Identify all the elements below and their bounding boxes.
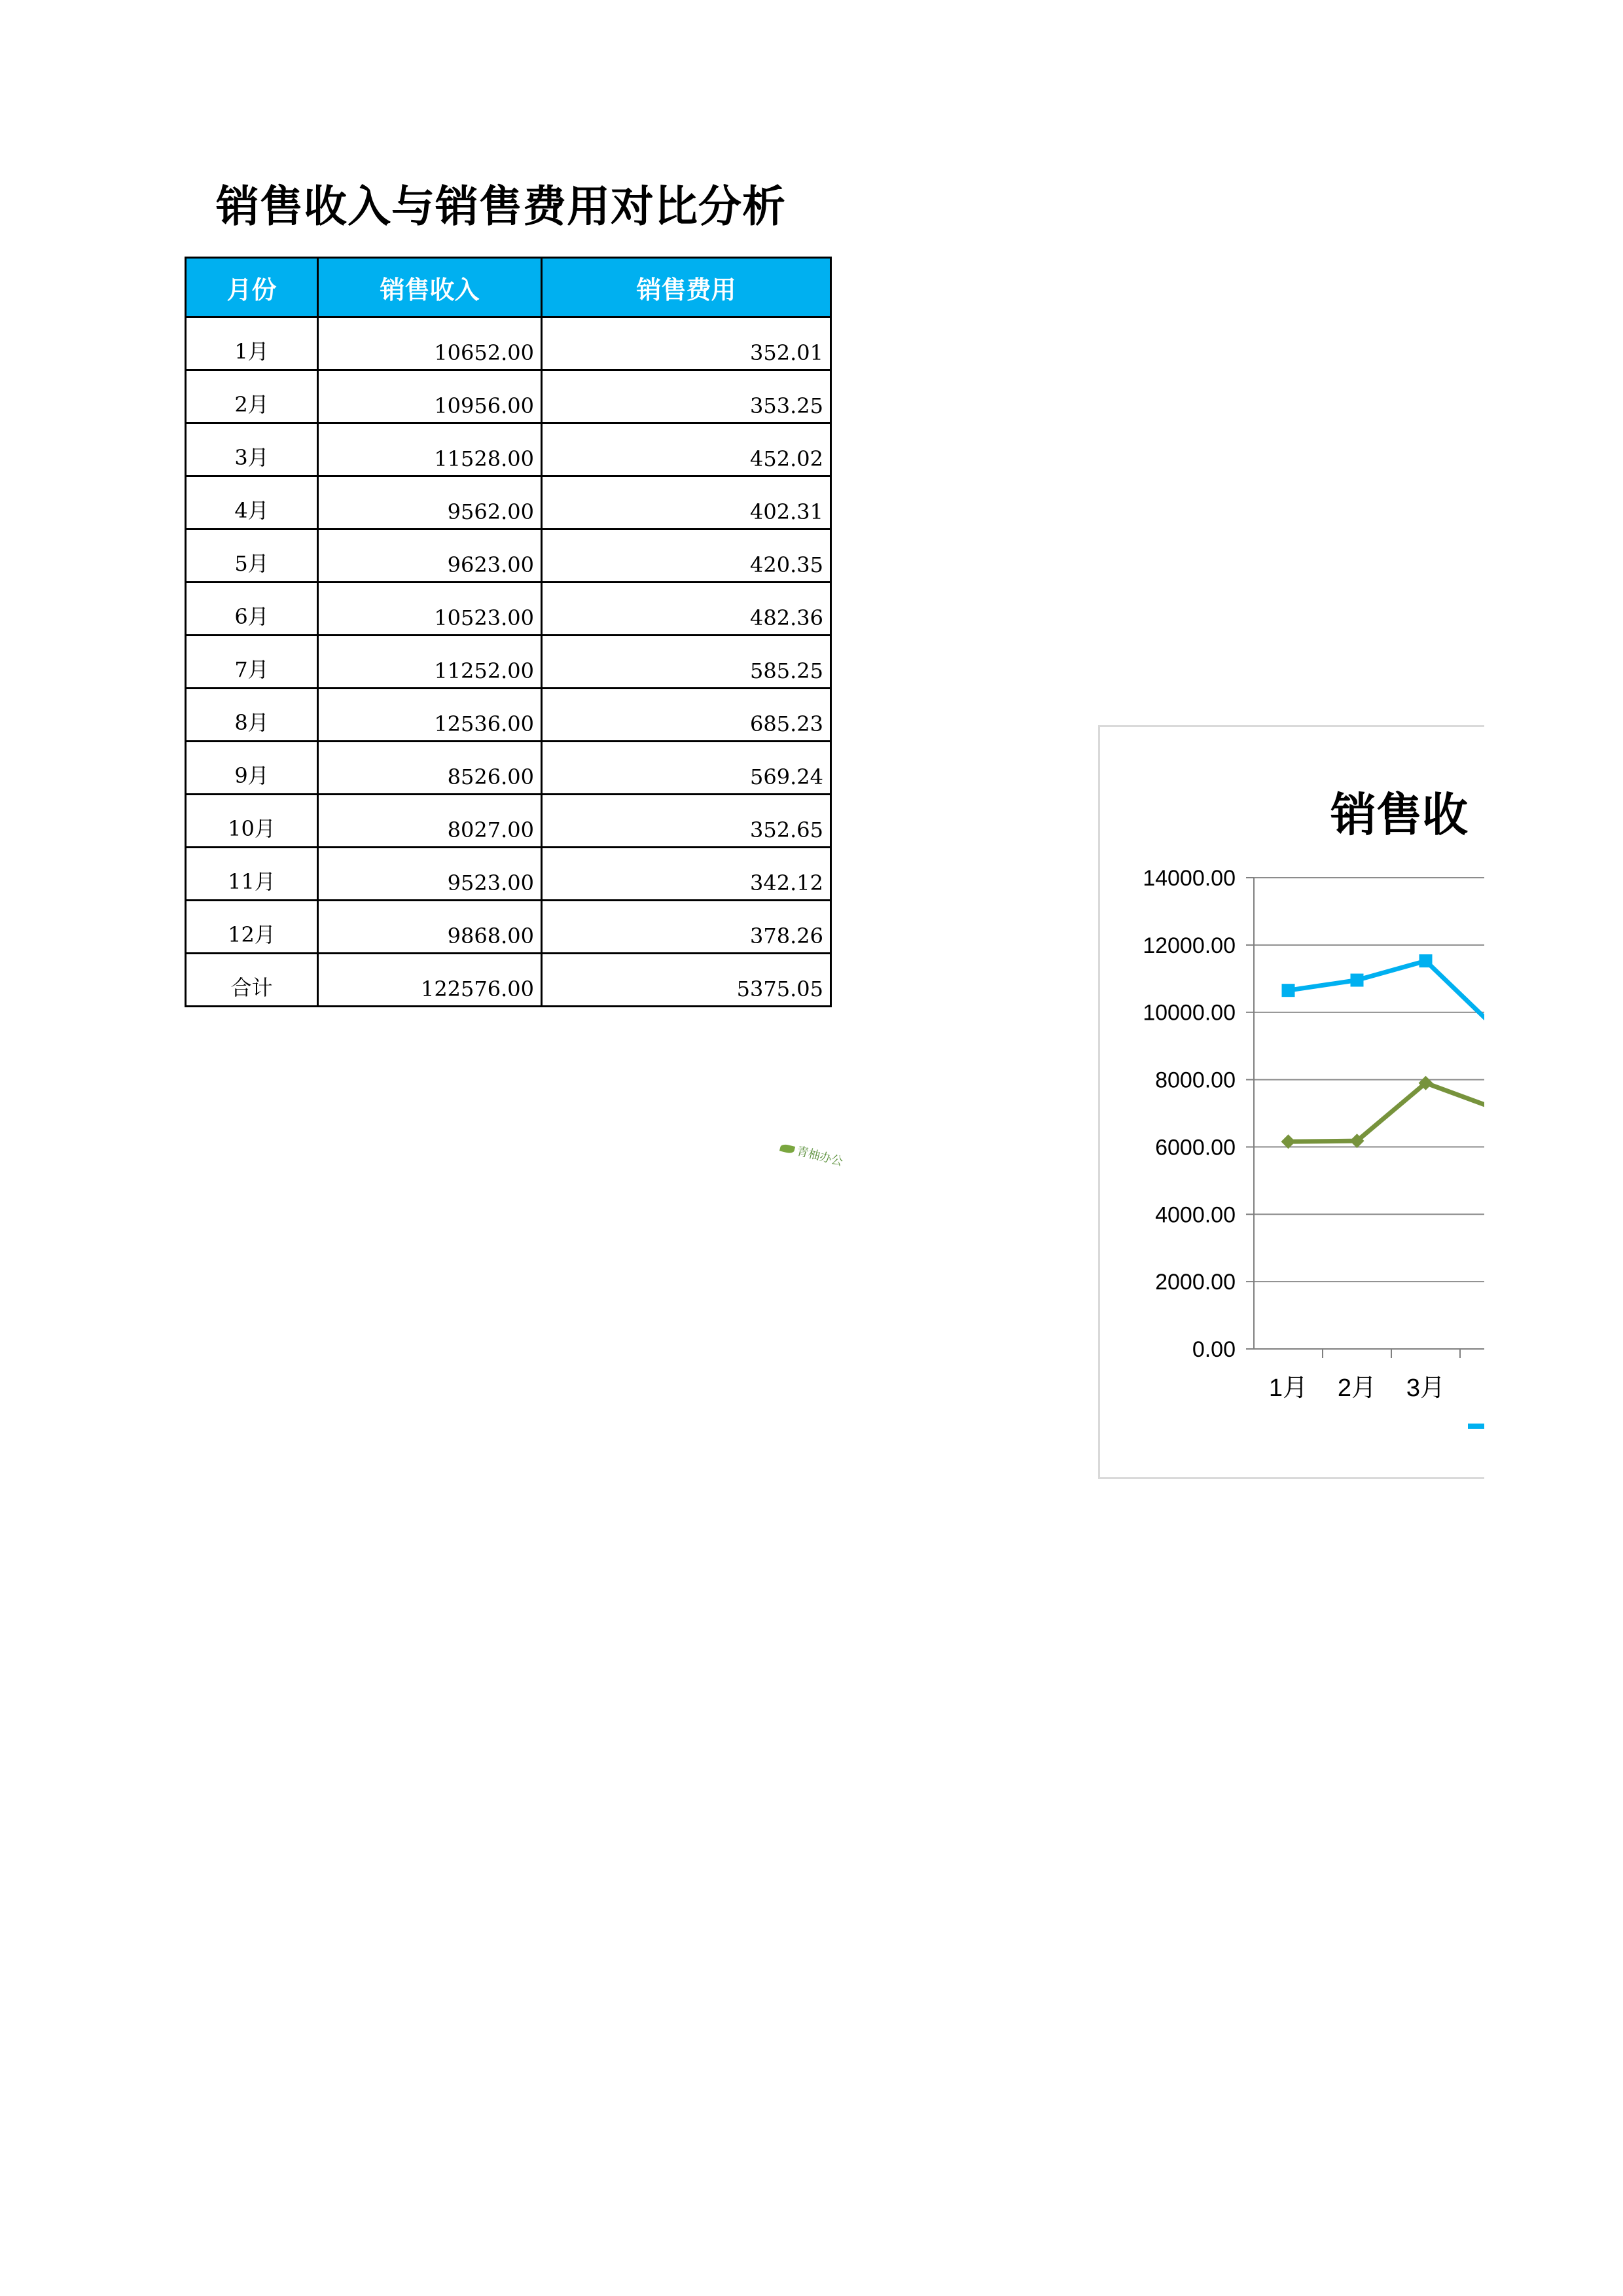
table-total-row (186, 954, 831, 1007)
table-cell-revenue: 8526.00 (318, 742, 542, 795)
table-cell-month: 9月 (186, 742, 318, 795)
table-header-row (186, 258, 831, 317)
table-row (186, 529, 831, 583)
table-cell-revenue: 8027.00 (318, 795, 542, 848)
table-row (186, 689, 831, 742)
y-tick-label: 14000.00 (1143, 866, 1236, 891)
table-row (186, 742, 831, 795)
table-row (186, 370, 831, 423)
y-tick-label: 6000.00 (1155, 1135, 1236, 1160)
chart-title: 销售收 (1330, 788, 1468, 842)
table-cell-month: 6月 (186, 583, 318, 636)
x-tick-label: 2月 (1337, 1374, 1377, 1402)
table-cell-month: 7月 (186, 636, 318, 689)
y-tick-label: 0.00 (1192, 1337, 1236, 1362)
watermark (779, 1138, 845, 1170)
chart-container (1098, 725, 1502, 1482)
table-cell-expense: 420.35 (542, 529, 831, 583)
table-cell-revenue: 9562.00 (318, 476, 542, 529)
table-cell-month: 5月 (186, 529, 318, 583)
y-tick-label: 8000.00 (1155, 1067, 1236, 1093)
table-cell-revenue: 11528.00 (318, 423, 542, 476)
sales-table (185, 257, 832, 1007)
y-tick-label: 10000.00 (1143, 1000, 1236, 1026)
table-cell-expense: 352.01 (542, 317, 831, 370)
total-revenue: 122576.00 (318, 954, 542, 1007)
data-point (1351, 974, 1364, 987)
table-row (186, 423, 831, 476)
total-label: 合计 (186, 954, 318, 1007)
header-expense: 销售费用 (542, 258, 831, 317)
table-cell-revenue: 10652.00 (318, 317, 542, 370)
table-cell-revenue: 9623.00 (318, 529, 542, 583)
table-row (186, 476, 831, 529)
table-cell-month: 12月 (186, 901, 318, 954)
table-cell-month: 1月 (186, 317, 318, 370)
series-line (1289, 1083, 1485, 1141)
table-cell-expense: 585.25 (542, 636, 831, 689)
table-row (186, 636, 831, 689)
table-cell-expense: 482.36 (542, 583, 831, 636)
table-cell-revenue: 10956.00 (318, 370, 542, 423)
table-cell-month: 8月 (186, 689, 318, 742)
data-point (1419, 954, 1433, 967)
table-row (186, 848, 831, 901)
table-cell-expense: 352.65 (542, 795, 831, 848)
table-cell-month: 11月 (186, 848, 318, 901)
table-body (186, 317, 831, 1007)
table-row (186, 317, 831, 370)
chart-frame (1098, 725, 1502, 1479)
table-cell-expense: 685.23 (542, 689, 831, 742)
series-line (1289, 961, 1485, 1027)
table-cell-expense: 353.25 (542, 370, 831, 423)
header-revenue: 销售收入 (318, 258, 542, 317)
x-tick-label: 1月 (1268, 1374, 1308, 1402)
data-point (1282, 984, 1295, 997)
table-cell-month: 3月 (186, 423, 318, 476)
leaf-icon (779, 1143, 795, 1155)
table-cell-revenue: 9523.00 (318, 848, 542, 901)
table-cell-revenue: 10523.00 (318, 583, 542, 636)
table-cell-expense: 378.26 (542, 901, 831, 954)
page-title: 销售收入与销售费用对比分析 (216, 181, 786, 232)
x-tick-label: 3月 (1406, 1374, 1446, 1402)
y-tick-label: 4000.00 (1155, 1202, 1236, 1228)
table-cell-expense: 402.31 (542, 476, 831, 529)
table-cell-month: 2月 (186, 370, 318, 423)
line-chart: 0.002000.004000.006000.008000.0010000.0012000.0014000.001月 2月 3月 4 (1143, 866, 1502, 1402)
table-cell-revenue: 11252.00 (318, 636, 542, 689)
table-cell-expense: 452.02 (542, 423, 831, 476)
table-row (186, 583, 831, 636)
table-cell-month: 10月 (186, 795, 318, 848)
table-cell-expense: 569.24 (542, 742, 831, 795)
y-tick-label: 12000.00 (1143, 933, 1236, 958)
table-row (186, 795, 831, 848)
y-tick-label: 2000.00 (1155, 1270, 1236, 1295)
watermark-text: 青柚办公 (795, 1144, 845, 1169)
header-month: 月份 (186, 258, 318, 317)
table-row (186, 901, 831, 954)
table-cell-revenue: 9868.00 (318, 901, 542, 954)
table-cell-revenue: 12536.00 (318, 689, 542, 742)
table-cell-month: 4月 (186, 476, 318, 529)
total-expense: 5375.05 (542, 954, 831, 1007)
table-cell-expense: 342.12 (542, 848, 831, 901)
